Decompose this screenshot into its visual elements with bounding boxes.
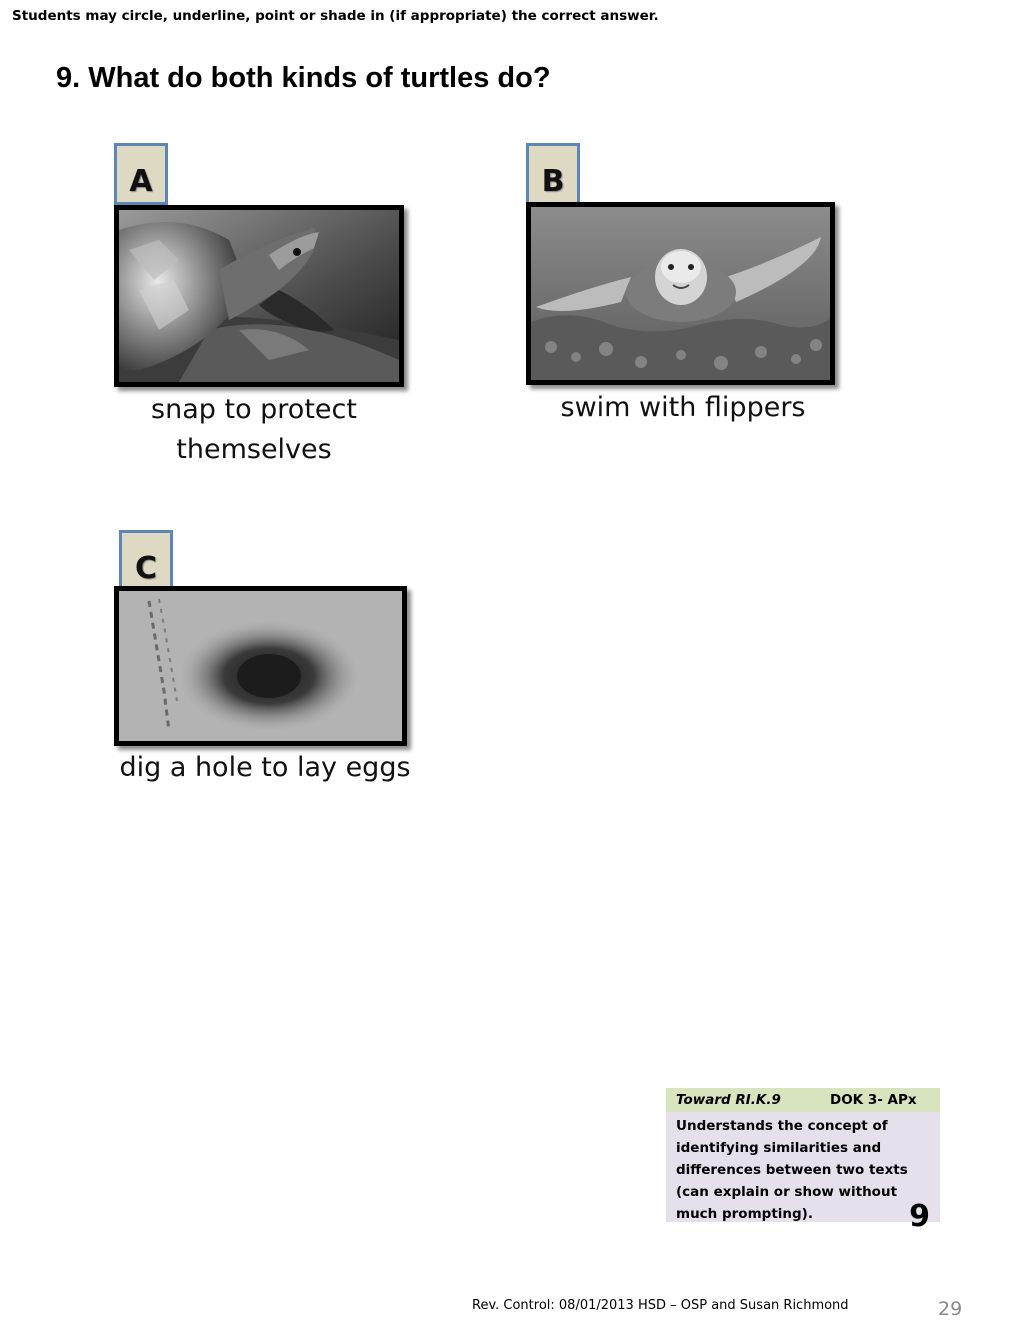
option-a-caption-line1: snap to protect <box>151 394 357 425</box>
option-c-caption[interactable] <box>114 748 416 788</box>
sand-nest-hole-image <box>119 591 402 741</box>
standards-header <box>666 1088 940 1112</box>
option-a-letter-tag[interactable]: A <box>114 143 168 205</box>
option-a-caption[interactable] <box>104 390 404 470</box>
sea-turtle-image <box>531 207 830 380</box>
option-b-caption-line1: swim with flippers <box>560 392 806 423</box>
item-number: 9 <box>909 1199 930 1234</box>
standard-code: Toward RI.K.9 <box>676 1092 781 1108</box>
option-b-sea-turtle-photo[interactable] <box>526 202 835 385</box>
rev-control-footer: Rev. Control: 08/01/2013 HSD – OSP and Susan Richmond <box>472 1298 849 1313</box>
dok-level: DOK 3- APx <box>830 1092 917 1108</box>
standard-description: Understands the concept of identifying similarities and differences between two texts (can explain or show without much prompting). <box>676 1118 908 1222</box>
option-c-caption-line1: dig a hole to lay eggs <box>119 752 411 783</box>
standards-box <box>666 1088 940 1234</box>
option-c-nest-hole-photo[interactable] <box>114 586 407 746</box>
option-c-letter-tag[interactable]: C <box>119 530 173 592</box>
option-b-caption[interactable] <box>526 388 840 428</box>
option-a-snapping-turtle-photo[interactable] <box>114 205 404 387</box>
instructions-text: Students may circle, underline, point or shade in (if appropriate) the correct answer. <box>12 8 659 24</box>
standards-body <box>666 1112 940 1234</box>
question-title: 9. What do both kinds of turtles do? <box>56 62 551 94</box>
option-b-letter-tag[interactable]: B <box>526 143 580 205</box>
snapping-turtle-image <box>119 210 399 382</box>
page-number: 29 <box>938 1298 963 1320</box>
option-a-caption-line2: themselves <box>176 434 332 465</box>
